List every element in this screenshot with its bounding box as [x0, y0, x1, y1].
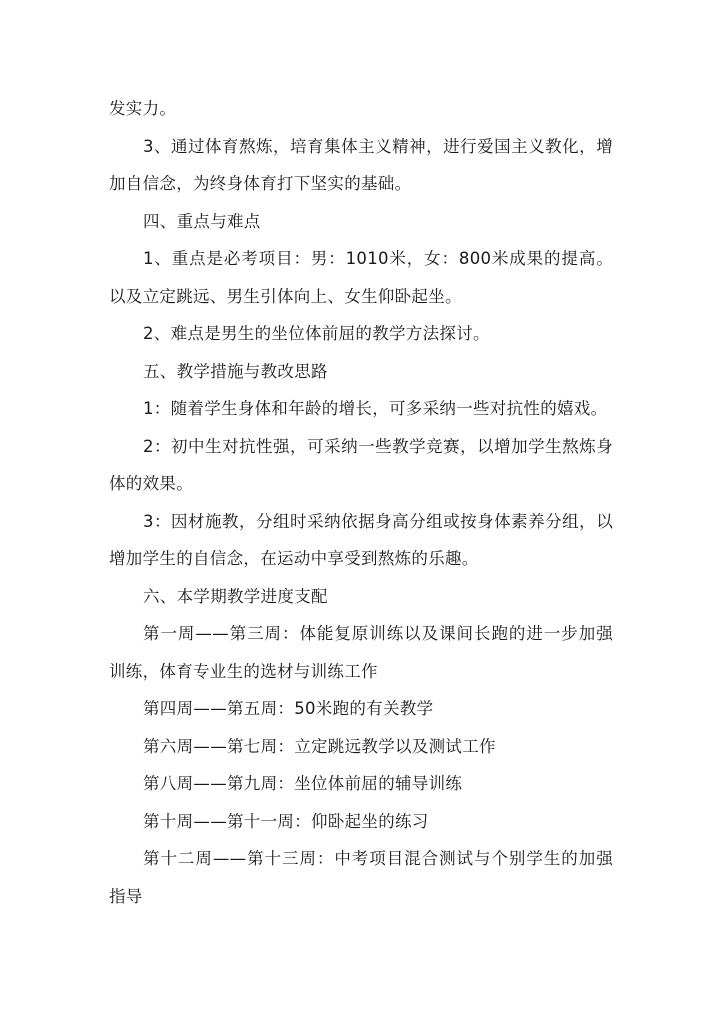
section-heading-measures: 五、教学措施与教改思路 [143, 361, 328, 381]
section-heading-schedule: 六、本学期教学进度支配 [143, 586, 328, 606]
schedule-item-weeks-8-9: 第八周——第九周：坐位体前屈的辅导训练 [143, 774, 463, 793]
paragraph-key-point-2: 2、难点是男生的坐位体前屈的教学方法探讨。 [143, 324, 490, 343]
paragraph-continuation: 发实力。 [109, 99, 177, 118]
schedule-item-weeks-10-11: 第十周——第十一周：仰卧起坐的练习 [143, 811, 429, 831]
document-body [109, 90, 613, 915]
schedule-item-weeks-6-7: 第六周——第七周：立定跳远教学以及测试工作 [143, 736, 496, 756]
paragraph-measure-1: 1：随着学生身体和年龄的增长，可多采纳一些对抗性的嬉戏。 [143, 399, 608, 418]
schedule-item-weeks-12-13: 第十二周——第十三周：中考项目混合测试与个别学生的加强指导 [109, 849, 613, 906]
section-heading-key-points: 四、重点与难点 [143, 211, 261, 231]
schedule-item-weeks-1-3: 第一周——第三周：体能复原训练以及课间长跑的进一步加强训练，体育专业生的选材与训练工作 [109, 624, 613, 681]
schedule-item-weeks-4-5: 第四周——第五周：50米跑的有关教学 [143, 699, 434, 718]
paragraph-key-point-1: 1、重点是必考项目：男：1010米，女：800米成果的提高。以及立定跳远、男生引体向上、女生仰卧起坐。 [109, 249, 613, 306]
paragraph-measure-2: 2：初中生对抗性强，可采纳一些教学竞赛，以增加学生熬炼身体的效果。 [109, 436, 613, 493]
paragraph-item-3: 3、通过体育熬炼，培育集体主义精神，进行爱国主义教化，增加自信念，为终身体育打下坚实的基础。 [109, 136, 613, 193]
paragraph-measure-3: 3：因材施教，分组时采纳依据身高分组或按身体素养分组，以增加学生的自信念，在运动中享受到熬炼的乐趣。 [109, 511, 613, 568]
